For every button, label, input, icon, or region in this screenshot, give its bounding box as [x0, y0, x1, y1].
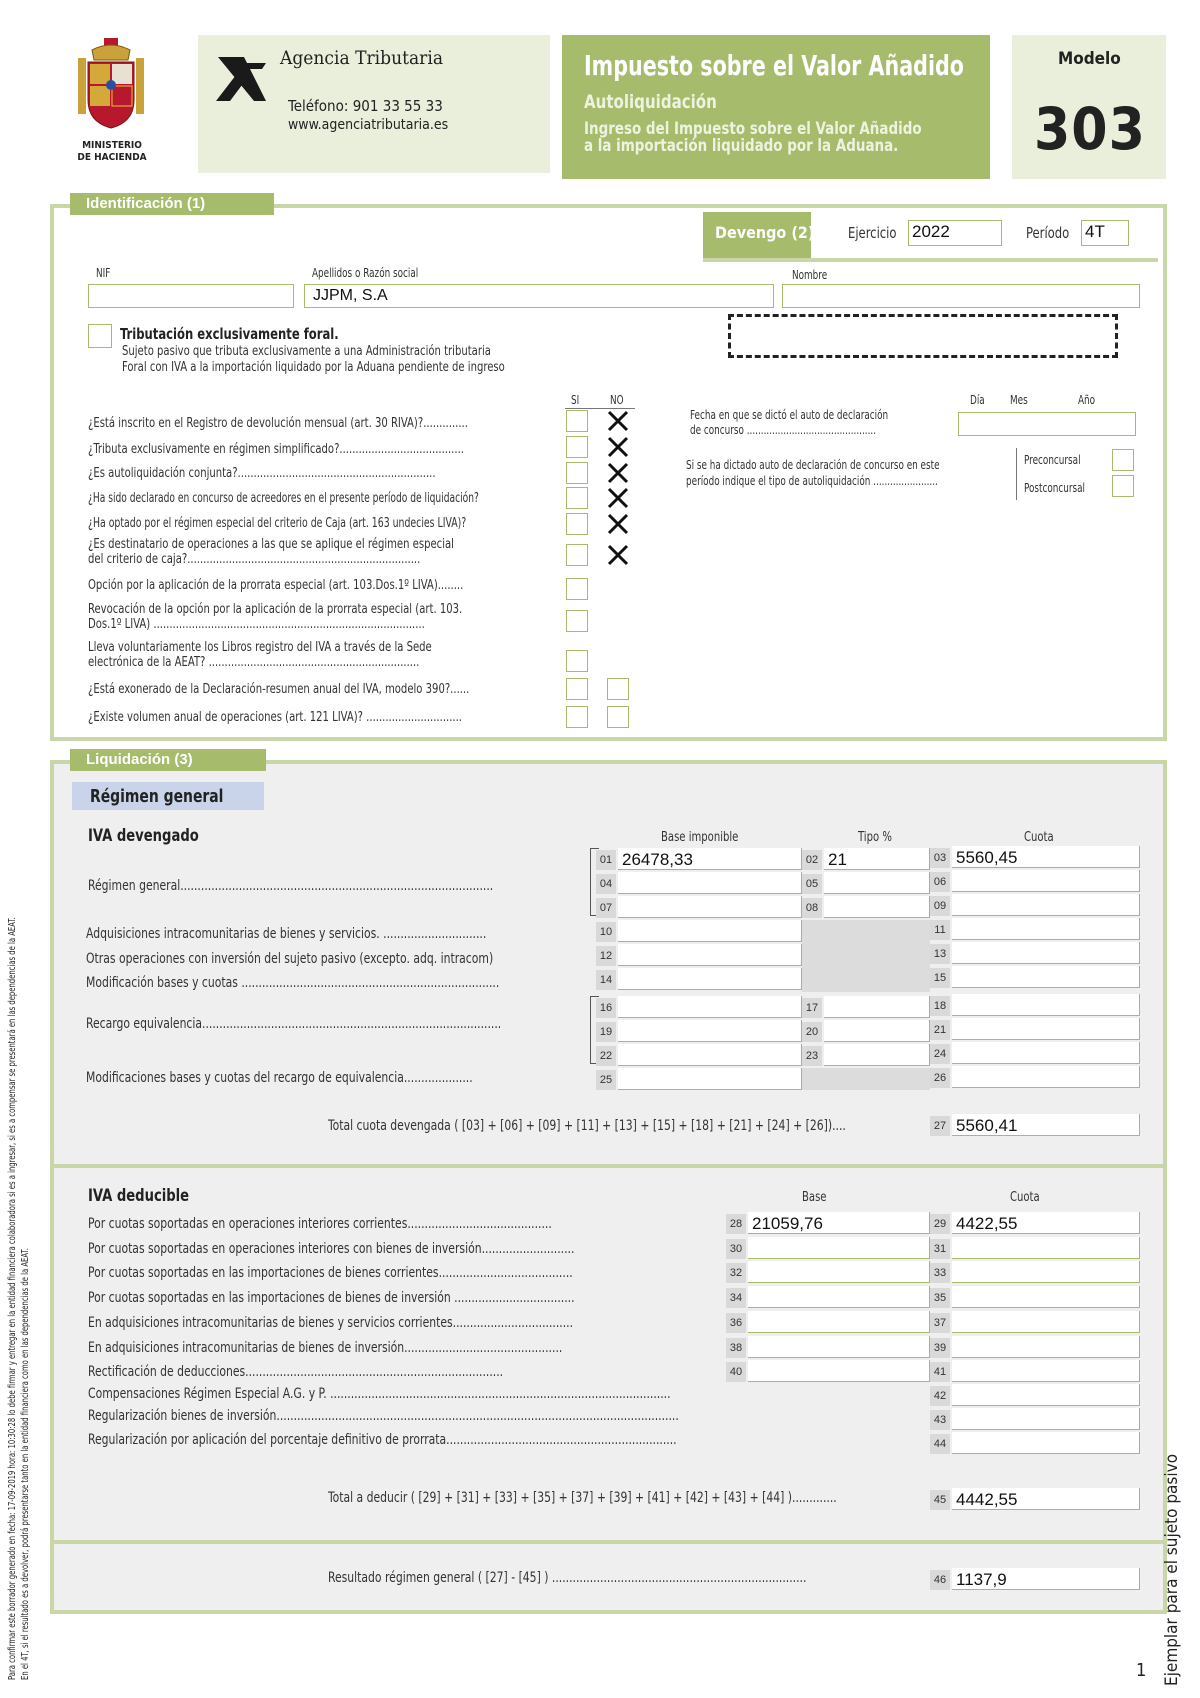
check-x-icon[interactable] — [607, 487, 629, 509]
question-text: Opción por la aplicación de la prorrata especial (art. 103.Dos.1º LIVA)........ — [88, 578, 464, 593]
field-number-29: 29 — [930, 1214, 950, 1234]
field-number-10: 10 — [596, 922, 616, 942]
field-number-42: 42 — [930, 1386, 950, 1406]
question-text: ¿Existe volumen anual de operaciones (art. 121 LIVA)? .............................. — [88, 710, 462, 725]
total-devengada-label: Total cuota devengada ( [03] + [06] + [09] + [11] + [13] + [15] + [18] + [21] + [24] + [26]).... — [328, 1118, 846, 1134]
question-text: ¿Tributa exclusivamente en régimen simplificado?....................................... — [88, 442, 464, 457]
field-03[interactable]: 5560,45 — [952, 846, 1140, 868]
check-x-icon[interactable] — [607, 513, 629, 535]
page-number: 1 — [1136, 1660, 1147, 1681]
devengo-tab: Devengo (2) — [703, 212, 811, 258]
deducible-row-label: Rectificación de deducciones........................................................................... — [88, 1364, 504, 1380]
field-number-06: 06 — [930, 872, 950, 892]
field-17[interactable] — [824, 996, 930, 1018]
field-26[interactable] — [952, 1066, 1140, 1088]
row-label-recargo: Recargo equivalencia....................................................................................... — [86, 1016, 502, 1032]
field-number-08: 08 — [802, 898, 822, 918]
field-number-38: 38 — [726, 1338, 746, 1358]
field-35[interactable] — [952, 1286, 1140, 1308]
tax-title-box — [562, 35, 990, 179]
field-38[interactable] — [748, 1336, 930, 1358]
ano-label: Año — [1078, 393, 1096, 407]
field-number-15: 15 — [930, 968, 950, 988]
field-28[interactable]: 21059,76 — [748, 1212, 930, 1234]
field-24[interactable] — [952, 1042, 1140, 1064]
field-number-17: 17 — [802, 998, 822, 1018]
field-10[interactable] — [618, 920, 802, 942]
question-text: ¿Ha optado por el régimen especial del criterio de Caja (art. 163 undecies LIVA)? — [88, 516, 467, 531]
field-31[interactable] — [952, 1237, 1140, 1259]
mes-label: Mes — [1010, 393, 1028, 407]
field-number-18: 18 — [930, 996, 950, 1016]
deducible-row-label: En adquisiciones intracomunitarias de bienes y servicios corrientes................................... — [88, 1315, 574, 1331]
field-19[interactable] — [618, 1020, 802, 1042]
coat-of-arms-icon — [74, 38, 148, 138]
field-number-23: 23 — [802, 1046, 822, 1066]
field-33[interactable] — [952, 1261, 1140, 1283]
field-01[interactable]: 26478,33 — [618, 848, 802, 870]
check-x-icon[interactable] — [607, 544, 629, 566]
field-number-20: 20 — [802, 1022, 822, 1042]
field-39[interactable] — [952, 1336, 1140, 1358]
question-si-checkbox[interactable] — [566, 513, 588, 535]
field-number-13: 13 — [930, 944, 950, 964]
question-si-checkbox[interactable] — [566, 544, 588, 566]
ministry-label: MINISTERIO DE HACIENDA — [77, 140, 147, 163]
regularizacion-bienes-label: Regularización bienes de inversión..................................................................................................................... — [88, 1408, 679, 1424]
iva-devengado-title: IVA devengado — [88, 826, 199, 846]
check-x-icon[interactable] — [607, 436, 629, 458]
field-number-01: 01 — [596, 850, 616, 870]
question-si-checkbox[interactable] — [566, 650, 588, 672]
periodo-input[interactable]: 4T — [1081, 220, 1129, 246]
fecha-auto-label: Fecha en que se dictó el auto de declaración de concurso .............................................. — [690, 408, 889, 437]
field-32[interactable] — [748, 1261, 930, 1283]
fecha-auto-input[interactable] — [958, 412, 1136, 436]
field-number-02: 02 — [802, 850, 822, 870]
tax-title: Impuesto sobre el Valor Añadido — [584, 49, 965, 82]
question-si-checkbox[interactable] — [566, 410, 588, 432]
field-number-39: 39 — [930, 1338, 950, 1358]
field-number-24: 24 — [930, 1044, 950, 1064]
field-number-19: 19 — [596, 1022, 616, 1042]
field-number-35: 35 — [930, 1288, 950, 1308]
field-05[interactable] — [824, 872, 930, 894]
foral-checkbox[interactable] — [88, 324, 112, 348]
field-46[interactable]: 1137,9 — [952, 1568, 1140, 1590]
model-box — [1012, 35, 1166, 179]
field-34[interactable] — [748, 1286, 930, 1308]
question-si-checkbox[interactable] — [566, 706, 588, 728]
field-09[interactable] — [952, 894, 1140, 916]
side-legal-text: Para confirmar este borrador generado en fecha: 17-09-2019 hora: 10:30:28 lo debe firmar y entregar en la entidad financiera colaboradora si es a ingresar, si es a compensar se presentará en las dependencias de la AEAT. En el 4T, si el resultado es a devolver, podrá presentarse tanto en la entidad financiera como en las dependencias de la AEAT. — [7, 917, 31, 1680]
field-13[interactable] — [952, 942, 1140, 964]
compensaciones-label: Compensaciones Régimen Especial A.G. y P. ................................................................................................... — [88, 1386, 671, 1402]
question-si-checkbox[interactable] — [566, 678, 588, 700]
deducible-row-label: Por cuotas soportadas en operaciones interiores con bienes de inversión........................... — [88, 1241, 575, 1257]
website[interactable]: www.agenciatributaria.es — [288, 117, 449, 133]
field-30[interactable] — [748, 1237, 930, 1259]
field-number-45: 45 — [930, 1490, 950, 1510]
ejercicio-label: Ejercicio — [848, 224, 897, 242]
regimen-general-header: Régimen general — [72, 782, 264, 810]
field-number-16: 16 — [596, 998, 616, 1018]
field-number-43: 43 — [930, 1410, 950, 1430]
field-40[interactable] — [748, 1360, 930, 1382]
field-14[interactable] — [618, 968, 802, 990]
tax-subtitle: Autoliquidación — [584, 91, 717, 113]
field-number-33: 33 — [930, 1263, 950, 1283]
field-number-05: 05 — [802, 874, 822, 894]
postconcursal-checkbox[interactable] — [1112, 475, 1134, 497]
field-number-07: 07 — [596, 898, 616, 918]
regularizacion-prorrata-label: Regularización por aplicación del porcentaje definitivo de prorrata................................................................... — [88, 1432, 677, 1448]
tipo-auto-label: Si se ha dictado auto de declaración de concurso en este período indique el tipo de autoliquidación ....................... — [686, 458, 940, 488]
ejercicio-input[interactable]: 2022 — [908, 220, 1002, 246]
question-text: ¿Es destinatario de operaciones a las que se aplique el régimen especial del criterio de caja?......................................................................... — [88, 537, 454, 567]
phone: Teléfono: 901 33 55 33 — [288, 97, 443, 115]
field-number-11: 11 — [930, 920, 950, 940]
deducible-row-label: En adquisiciones intracomunitarias de bienes de inversión.............................................. — [88, 1340, 563, 1356]
tax-description: Ingreso del Impuesto sobre el Valor Añadido a la importación liquidado por la Aduana. — [584, 119, 922, 156]
question-text: Lleva voluntariamente los Libros registro del IVA a través de la Sede electrónica de la AEAT? .................................................................. — [88, 640, 432, 670]
deducible-row-label: Por cuotas soportadas en las importaciones de bienes de inversión ................................... — [88, 1290, 575, 1306]
field-44[interactable] — [952, 1432, 1140, 1454]
field-02[interactable]: 21 — [824, 848, 930, 870]
copy-label: Ejemplar para el sujeto pasivo — [1162, 1453, 1182, 1686]
field-number-44: 44 — [930, 1434, 950, 1454]
field-number-28: 28 — [726, 1214, 746, 1234]
field-27[interactable]: 5560,41 — [952, 1114, 1140, 1136]
field-21[interactable] — [952, 1018, 1140, 1040]
nombre-input[interactable] — [782, 284, 1140, 308]
field-11[interactable] — [952, 918, 1140, 940]
field-number-14: 14 — [596, 970, 616, 990]
question-si-checkbox[interactable] — [566, 436, 588, 458]
dia-label: Día — [970, 393, 985, 407]
row-label-regimen-general: Régimen general........................................................................................... — [88, 878, 494, 894]
field-number-04: 04 — [596, 874, 616, 894]
col-cuota: Cuota — [1024, 830, 1054, 845]
col-base-imponible: Base imponible — [661, 830, 739, 845]
row-label-adquisiciones: Adquisiciones intracomunitarias de bienes y servicios. .............................. — [86, 926, 487, 942]
no-label: NO — [610, 393, 624, 407]
field-07[interactable] — [618, 896, 802, 918]
field-number-25: 25 — [596, 1070, 616, 1090]
identificacion-tab: Identificación (1) — [70, 193, 274, 215]
field-23[interactable] — [824, 1044, 930, 1066]
field-45[interactable]: 4442,55 — [952, 1488, 1140, 1510]
nombre-label: Nombre — [792, 268, 828, 282]
apellidos-input[interactable]: JJPM, S.A — [304, 284, 774, 308]
check-x-icon[interactable] — [607, 462, 629, 484]
field-number-37: 37 — [930, 1313, 950, 1333]
preconcursal-label: Preconcursal — [1024, 453, 1081, 467]
field-number-46: 46 — [930, 1570, 950, 1590]
postconcursal-label: Postconcursal — [1024, 481, 1086, 495]
field-42[interactable] — [952, 1384, 1140, 1406]
apellidos-label: Apellidos o Razón social — [312, 266, 419, 280]
field-number-22: 22 — [596, 1046, 616, 1066]
iva-deducible-title: IVA deducible — [88, 1186, 190, 1206]
field-06[interactable] — [952, 870, 1140, 892]
field-number-31: 31 — [930, 1239, 950, 1259]
field-22[interactable] — [618, 1044, 802, 1066]
field-29[interactable]: 4422,55 — [952, 1212, 1140, 1234]
field-number-30: 30 — [726, 1239, 746, 1259]
field-number-03: 03 — [930, 848, 950, 868]
question-si-checkbox[interactable] — [566, 487, 588, 509]
question-no-checkbox[interactable] — [607, 706, 629, 728]
agency-box — [198, 35, 550, 173]
deducible-row-label: Por cuotas soportadas en las importaciones de bienes corrientes....................................... — [88, 1265, 573, 1281]
agency-name: Agencia Tributaria — [280, 47, 444, 69]
question-text: ¿Está inscrito en el Registro de devolución mensual (art. 30 RIVA)?.............. — [88, 416, 468, 431]
agency-logo-icon — [214, 53, 270, 105]
field-18[interactable] — [952, 994, 1140, 1016]
field-number-41: 41 — [930, 1362, 950, 1382]
field-15[interactable] — [952, 966, 1140, 988]
col-tipo: Tipo % — [858, 830, 892, 845]
field-37[interactable] — [952, 1311, 1140, 1333]
field-number-32: 32 — [726, 1263, 746, 1283]
check-x-icon[interactable] — [607, 410, 629, 432]
field-number-09: 09 — [930, 896, 950, 916]
question-text: ¿Ha sido declarado en concurso de acreedores en el presente período de liquidación? — [88, 491, 479, 506]
question-no-checkbox[interactable] — [607, 678, 629, 700]
row-label-otras-operaciones: Otras operaciones con inversión del sujeto pasivo (excepto. adq. intracom) — [86, 951, 494, 967]
question-text: Revocación de la opción por la aplicación de la prorrata especial (art. 103. Dos.1º LIVA) ..................................................................................... — [88, 602, 463, 632]
field-41[interactable] — [952, 1360, 1140, 1382]
field-number-36: 36 — [726, 1313, 746, 1333]
model-number: 303 — [1034, 95, 1146, 163]
row-label-modificacion: Modificación bases y cuotas ........................................................................... — [86, 975, 500, 991]
total-deducir-label: Total a deducir ( [29] + [31] + [33] + [35] + [37] + [39] + [41] + [42] + [43] + [44] )............. — [328, 1490, 837, 1506]
field-number-40: 40 — [726, 1362, 746, 1382]
field-number-21: 21 — [930, 1020, 950, 1040]
preconcursal-checkbox[interactable] — [1112, 449, 1134, 471]
deducible-row-label: Por cuotas soportadas en operaciones interiores corrientes.......................................... — [88, 1216, 552, 1232]
field-08[interactable] — [824, 896, 930, 918]
field-04[interactable] — [618, 872, 802, 894]
field-12[interactable] — [618, 944, 802, 966]
liquidacion-tab: Liquidación (3) — [70, 749, 266, 771]
field-25[interactable] — [618, 1068, 802, 1090]
foral-title: Tributación exclusivamente foral. — [120, 325, 339, 343]
question-text: ¿Está exonerado de la Declaración-resumen anual del IVA, modelo 390?...... — [88, 682, 470, 697]
question-si-checkbox[interactable] — [566, 610, 588, 632]
field-number-12: 12 — [596, 946, 616, 966]
field-number-26: 26 — [930, 1068, 950, 1088]
si-label: SI — [571, 393, 580, 407]
col-base: Base — [802, 1190, 827, 1205]
row-label-modificaciones-recargo: Modificaciones bases y cuotas del recargo de equivalencia.................... — [86, 1070, 473, 1086]
periodo-label: Período — [1026, 224, 1070, 242]
col-cuota-deducible: Cuota — [1010, 1190, 1040, 1205]
field-43[interactable] — [952, 1408, 1140, 1430]
question-text: ¿Es autoliquidación conjunta?.............................................................. — [88, 466, 436, 481]
resultado-label: Resultado régimen general ( [27] - [45] ) .......................................................................... — [328, 1570, 807, 1586]
nif-label: NIF — [96, 266, 111, 280]
question-si-checkbox[interactable] — [566, 578, 588, 600]
field-number-27: 27 — [930, 1116, 950, 1136]
field-number-34: 34 — [726, 1288, 746, 1308]
question-si-checkbox[interactable] — [566, 462, 588, 484]
barcode-area — [728, 314, 1118, 358]
field-20[interactable] — [824, 1020, 930, 1042]
model-label: Modelo — [1058, 49, 1121, 69]
field-36[interactable] — [748, 1311, 930, 1333]
foral-description: Sujeto pasivo que tributa exclusivamente a una Administración tributaria Foral con IVA a la importación liquidado por la Aduana pendiente de ingreso — [122, 344, 505, 375]
field-16[interactable] — [618, 996, 802, 1018]
nif-input[interactable] — [88, 284, 294, 308]
